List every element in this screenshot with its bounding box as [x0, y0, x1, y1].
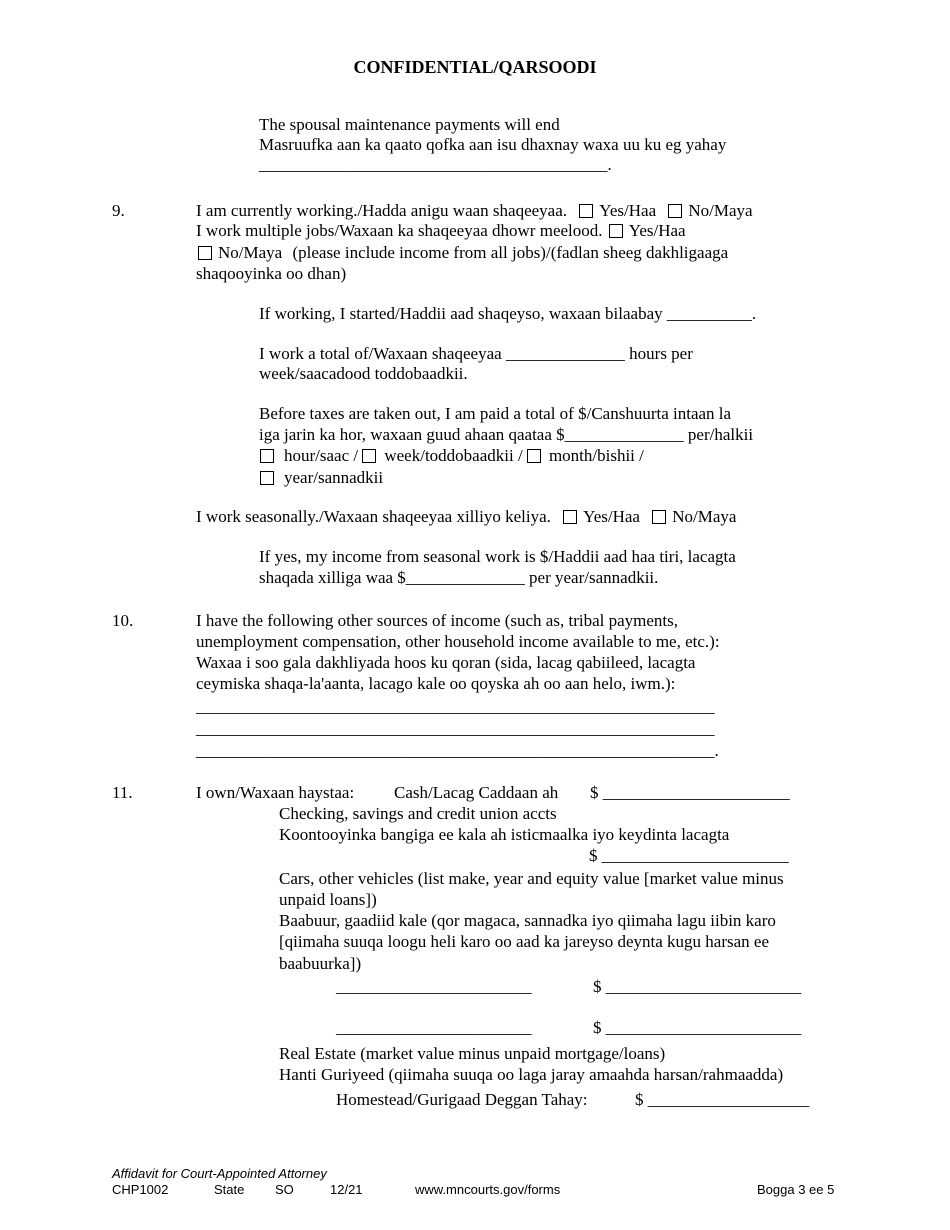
seasonal-text: I work seasonally./Waxaan shaqeeyaa xilliyo keliya. [196, 507, 551, 526]
real-estate-label: Real Estate (market value minus unpaid mortgage/loans) [279, 1044, 666, 1063]
vehicle-1-amount-field[interactable]: $ _______________________ [593, 977, 802, 996]
per-year-line [259, 467, 383, 488]
seasonal-no-label: No/Maya [672, 507, 737, 526]
per-month-label: month/bishii / [548, 446, 644, 465]
homestead-amount-field[interactable]: $ ___________________ [635, 1090, 810, 1109]
cars-label-1: Cars, other vehicles (list make, year and equity value [market value minus [279, 869, 784, 888]
spousal-end-blank[interactable]: _________________________________________. [259, 155, 612, 174]
spousal-end-text: The spousal maintenance payments will end [259, 115, 560, 134]
cars-label-2: unpaid loans]) [279, 890, 377, 909]
footer-url[interactable]: www.mncourts.gov/forms [415, 1182, 561, 1197]
working-question-text: I am currently working./Hadda anigu waan shaqeeyaa. [196, 201, 568, 220]
footer-language: SO [275, 1182, 294, 1197]
page-title: CONFIDENTIAL/QARSOODI [353, 57, 597, 77]
per-hour-checkbox[interactable] [260, 449, 274, 463]
multiple-jobs-question [196, 220, 686, 241]
working-yes-checkbox[interactable] [579, 204, 593, 218]
working-no-label: No/Maya [688, 201, 753, 220]
footer-form-title: Affidavit for Court-Appointed Attorney [112, 1166, 327, 1181]
seasonal-income-text: If yes, my income from seasonal work is $/Haddii aad haa tiri, lacagta [259, 547, 736, 566]
other-income-text-2: unemployment compensation, other household income available to me, etc.): [196, 632, 720, 651]
multiple-jobs-yes-checkbox[interactable] [609, 224, 623, 238]
hours-field-cont: week/saacadood toddobaadkii. [259, 364, 468, 383]
checking-label-so: Koontooyinka bangiga ee kala ah isticmaalka iyo keydinta lacagta [279, 825, 730, 844]
spousal-end-text-so: Masruufka aan ka qaato qofka aan isu dhaxnay waxa uu ku eg yahay [259, 135, 727, 154]
other-income-blank-3[interactable]: _____________________________________________________________. [196, 741, 719, 760]
cash-label: Cash/Lacag Caddaan ah [394, 783, 559, 802]
working-no-checkbox[interactable] [668, 204, 682, 218]
pay-period-line [259, 445, 644, 466]
section-11-number: 11. [112, 783, 133, 802]
section-9-number: 9. [112, 201, 125, 220]
multiple-jobs-no-line [196, 242, 728, 263]
multiple-jobs-yes-label: Yes/Haa [628, 221, 686, 240]
vehicle-1-description-field[interactable]: _______________________ [336, 977, 532, 996]
other-income-text-4: ceymiska shaqa-la'aanta, lacago kale oo qoyska ah oo aan helo, iwm.): [196, 674, 676, 693]
other-income-blank-1[interactable]: _____________________________________________________________ [196, 697, 715, 716]
start-date-field[interactable]: If working, I started/Haddii aad shaqeyso, waxaan bilaabay __________. [259, 304, 757, 323]
per-year-checkbox[interactable] [260, 471, 274, 485]
other-income-text-3: Waxaa i soo gala dakhliyada hoos ku qoran (sida, lacag qabiileed, lacagta [196, 653, 696, 672]
real-estate-label-so: Hanti Guriyeed (qiimaha suuqa oo laga jaray amaahda harsan/rahmaadda) [279, 1065, 784, 1084]
footer-date: 12/21 [330, 1182, 363, 1197]
per-year-label: year/sannadkii [284, 468, 384, 487]
cars-label-4: [qiimaha suuqa loogu heli karo oo aad ka jareyso deynta kugu harsan ee [279, 932, 770, 951]
working-yes-label: Yes/Haa [599, 201, 657, 220]
section-10-number: 10. [112, 611, 134, 630]
pay-text: Before taxes are taken out, I am paid a total of $/Canshuurta intaan la [259, 404, 732, 423]
vehicle-2-description-field[interactable]: _______________________ [336, 1018, 532, 1037]
hours-field[interactable]: I work a total of/Waxaan shaqeeyaa ______________ hours per [259, 344, 693, 363]
multiple-jobs-note-cont: shaqooyinka oo dhan) [196, 264, 347, 283]
homestead-label: Homestead/Gurigaad Deggan Tahay: [336, 1090, 588, 1109]
seasonal-yes-checkbox[interactable] [563, 510, 577, 524]
multiple-jobs-note: (please include income from all jobs)/(fadlan sheeg dakhligaaga [292, 243, 729, 262]
per-week-label: week/toddobaadkii / [384, 446, 523, 465]
pay-field[interactable]: iga jarin ka hor, waxaan guud ahaan qaataa $______________ per/halkii [259, 425, 754, 444]
working-question [196, 200, 753, 221]
cash-amount-field[interactable]: $ ______________________ [590, 783, 790, 802]
per-week-checkbox[interactable] [362, 449, 376, 463]
checking-label: Checking, savings and credit union accts [279, 804, 557, 823]
per-hour-label: hour/saac / [284, 446, 359, 465]
footer-page-number: Bogga 3 ee 5 [757, 1182, 835, 1197]
cars-label-3: Baabuur, gaadiid kale (qor magaca, sannadka iyo qiimaha lagu iibin karo [279, 911, 776, 930]
cars-label-5: baabuurka]) [279, 954, 362, 973]
footer-state: State [214, 1182, 245, 1197]
own-label: I own/Waxaan haystaa: [196, 783, 355, 802]
seasonal-no-checkbox[interactable] [652, 510, 666, 524]
multiple-jobs-text: I work multiple jobs/Waxaan ka shaqeeyaa dhowr meelood. [196, 221, 603, 240]
seasonal-yes-label: Yes/Haa [583, 507, 640, 526]
multiple-jobs-no-label: No/Maya [218, 243, 283, 262]
per-month-checkbox[interactable] [527, 449, 541, 463]
seasonal-question [196, 506, 736, 527]
footer-form-code: CHP1002 [112, 1182, 169, 1197]
other-income-text-1: I have the following other sources of income (such as, tribal payments, [196, 611, 679, 630]
other-income-blank-2[interactable]: _____________________________________________________________ [196, 719, 715, 738]
seasonal-income-field[interactable]: shaqada xilliga waa $______________ per year/sannadkii. [259, 568, 659, 587]
multiple-jobs-no-checkbox[interactable] [198, 246, 212, 260]
vehicle-2-amount-field[interactable]: $ _______________________ [593, 1018, 802, 1037]
checking-amount-field[interactable]: $ ______________________ [589, 846, 789, 865]
